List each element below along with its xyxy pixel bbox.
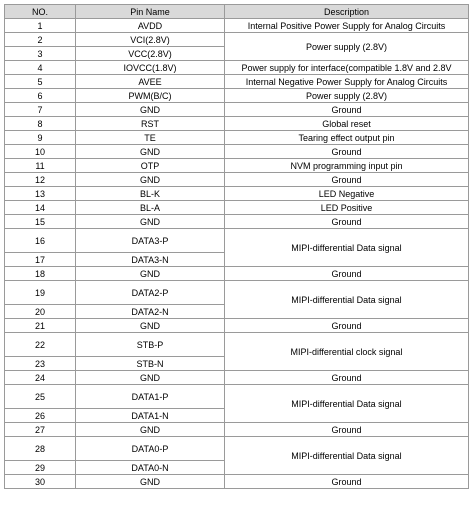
pin-number: 8 <box>5 117 76 131</box>
pin-number: 24 <box>5 371 76 385</box>
table-row <box>5 19 469 33</box>
pin-number: 30 <box>5 475 76 489</box>
pin-description: MIPI-differential clock signal <box>225 333 469 371</box>
table-row <box>5 371 469 385</box>
pin-number: 12 <box>5 173 76 187</box>
pin-name: DATA1-P <box>76 385 225 409</box>
pin-name: AVDD <box>76 19 225 33</box>
pin-number: 14 <box>5 201 76 215</box>
pin-name: GND <box>76 173 225 187</box>
pin-name: GND <box>76 475 225 489</box>
table-row <box>5 229 469 253</box>
table-row <box>5 215 469 229</box>
pin-name: VCC(2.8V) <box>76 47 225 61</box>
table-row <box>5 159 469 173</box>
pin-name: DATA1-N <box>76 409 225 423</box>
pin-description: Internal Negative Power Supply for Analog Circuits <box>225 75 469 89</box>
pin-name: PWM(B/C) <box>76 89 225 103</box>
table-row <box>5 145 469 159</box>
table-row <box>5 281 469 305</box>
pin-number: 3 <box>5 47 76 61</box>
pin-description: Ground <box>225 145 469 159</box>
pin-name: DATA3-N <box>76 253 225 267</box>
pin-description: MIPI-differential Data signal <box>225 437 469 475</box>
pin-description: MIPI-differential Data signal <box>225 281 469 319</box>
pin-name: GND <box>76 267 225 281</box>
pin-number: 28 <box>5 437 76 461</box>
pin-name: TE <box>76 131 225 145</box>
table-row <box>5 89 469 103</box>
table-row <box>5 319 469 333</box>
pin-number: 23 <box>5 357 76 371</box>
pin-number: 29 <box>5 461 76 475</box>
pin-number: 11 <box>5 159 76 173</box>
pin-description: MIPI-differential Data signal <box>225 229 469 267</box>
table-row <box>5 267 469 281</box>
pin-number: 27 <box>5 423 76 437</box>
table-row <box>5 173 469 187</box>
pin-description: Ground <box>225 319 469 333</box>
pin-description: Ground <box>225 215 469 229</box>
pin-number: 10 <box>5 145 76 159</box>
pin-number: 13 <box>5 187 76 201</box>
pin-number: 18 <box>5 267 76 281</box>
table-body <box>5 19 469 489</box>
pin-description: Ground <box>225 423 469 437</box>
header-pin-name: Pin Name <box>76 5 225 19</box>
pin-name: BL-A <box>76 201 225 215</box>
pin-number: 21 <box>5 319 76 333</box>
pin-number: 9 <box>5 131 76 145</box>
pin-name: GND <box>76 319 225 333</box>
pin-number: 16 <box>5 229 76 253</box>
table-row <box>5 187 469 201</box>
pin-name: DATA2-P <box>76 281 225 305</box>
pin-number: 2 <box>5 33 76 47</box>
pin-description: Ground <box>225 371 469 385</box>
pin-number: 4 <box>5 61 76 75</box>
pin-name: GND <box>76 145 225 159</box>
pin-name: GND <box>76 371 225 385</box>
pin-number: 19 <box>5 281 76 305</box>
pin-number: 1 <box>5 19 76 33</box>
pin-description: MIPI-differential Data signal <box>225 385 469 423</box>
pin-number: 26 <box>5 409 76 423</box>
pin-description: Tearing effect output pin <box>225 131 469 145</box>
header-no: NO. <box>5 5 76 19</box>
table-row <box>5 117 469 131</box>
pin-number: 17 <box>5 253 76 267</box>
header-row <box>5 5 469 19</box>
pin-description: NVM programming input pin <box>225 159 469 173</box>
pin-description: LED Negative <box>225 187 469 201</box>
table-row <box>5 75 469 89</box>
pin-number: 22 <box>5 333 76 357</box>
pin-name: IOVCC(1.8V) <box>76 61 225 75</box>
table-row <box>5 103 469 117</box>
pin-name: GND <box>76 215 225 229</box>
header-description: Description <box>225 5 469 19</box>
pin-description: Ground <box>225 267 469 281</box>
table-row <box>5 61 469 75</box>
pin-description: Global reset <box>225 117 469 131</box>
pin-name: GND <box>76 423 225 437</box>
pin-definition-table <box>4 4 469 489</box>
pin-number: 7 <box>5 103 76 117</box>
pin-name: AVEE <box>76 75 225 89</box>
pin-name: BL-K <box>76 187 225 201</box>
pin-description: Ground <box>225 475 469 489</box>
pin-name: GND <box>76 103 225 117</box>
pin-number: 5 <box>5 75 76 89</box>
pin-description: Power supply (2.8V) <box>225 33 469 61</box>
pin-name: DATA3-P <box>76 229 225 253</box>
table-row <box>5 385 469 409</box>
pin-number: 6 <box>5 89 76 103</box>
pin-description: Power supply for interface(compatible 1.8V and 2.8V <box>225 61 469 75</box>
pin-number: 25 <box>5 385 76 409</box>
table-row <box>5 131 469 145</box>
table-row <box>5 33 469 47</box>
pin-description: Power supply (2.8V) <box>225 89 469 103</box>
pin-number: 20 <box>5 305 76 319</box>
pin-name: DATA2-N <box>76 305 225 319</box>
pin-name: STB-P <box>76 333 225 357</box>
pin-number: 15 <box>5 215 76 229</box>
pin-description: LED Positive <box>225 201 469 215</box>
table-row <box>5 437 469 461</box>
pin-description: Ground <box>225 103 469 117</box>
pin-name: DATA0-N <box>76 461 225 475</box>
table-row <box>5 475 469 489</box>
pin-name: RST <box>76 117 225 131</box>
pin-name: DATA0-P <box>76 437 225 461</box>
table-row <box>5 423 469 437</box>
pin-description: Ground <box>225 173 469 187</box>
pin-name: STB-N <box>76 357 225 371</box>
table-row <box>5 333 469 357</box>
pin-name: VCI(2.8V) <box>76 33 225 47</box>
pin-description: Internal Positive Power Supply for Analog Circuits <box>225 19 469 33</box>
pin-name: OTP <box>76 159 225 173</box>
table-row <box>5 201 469 215</box>
